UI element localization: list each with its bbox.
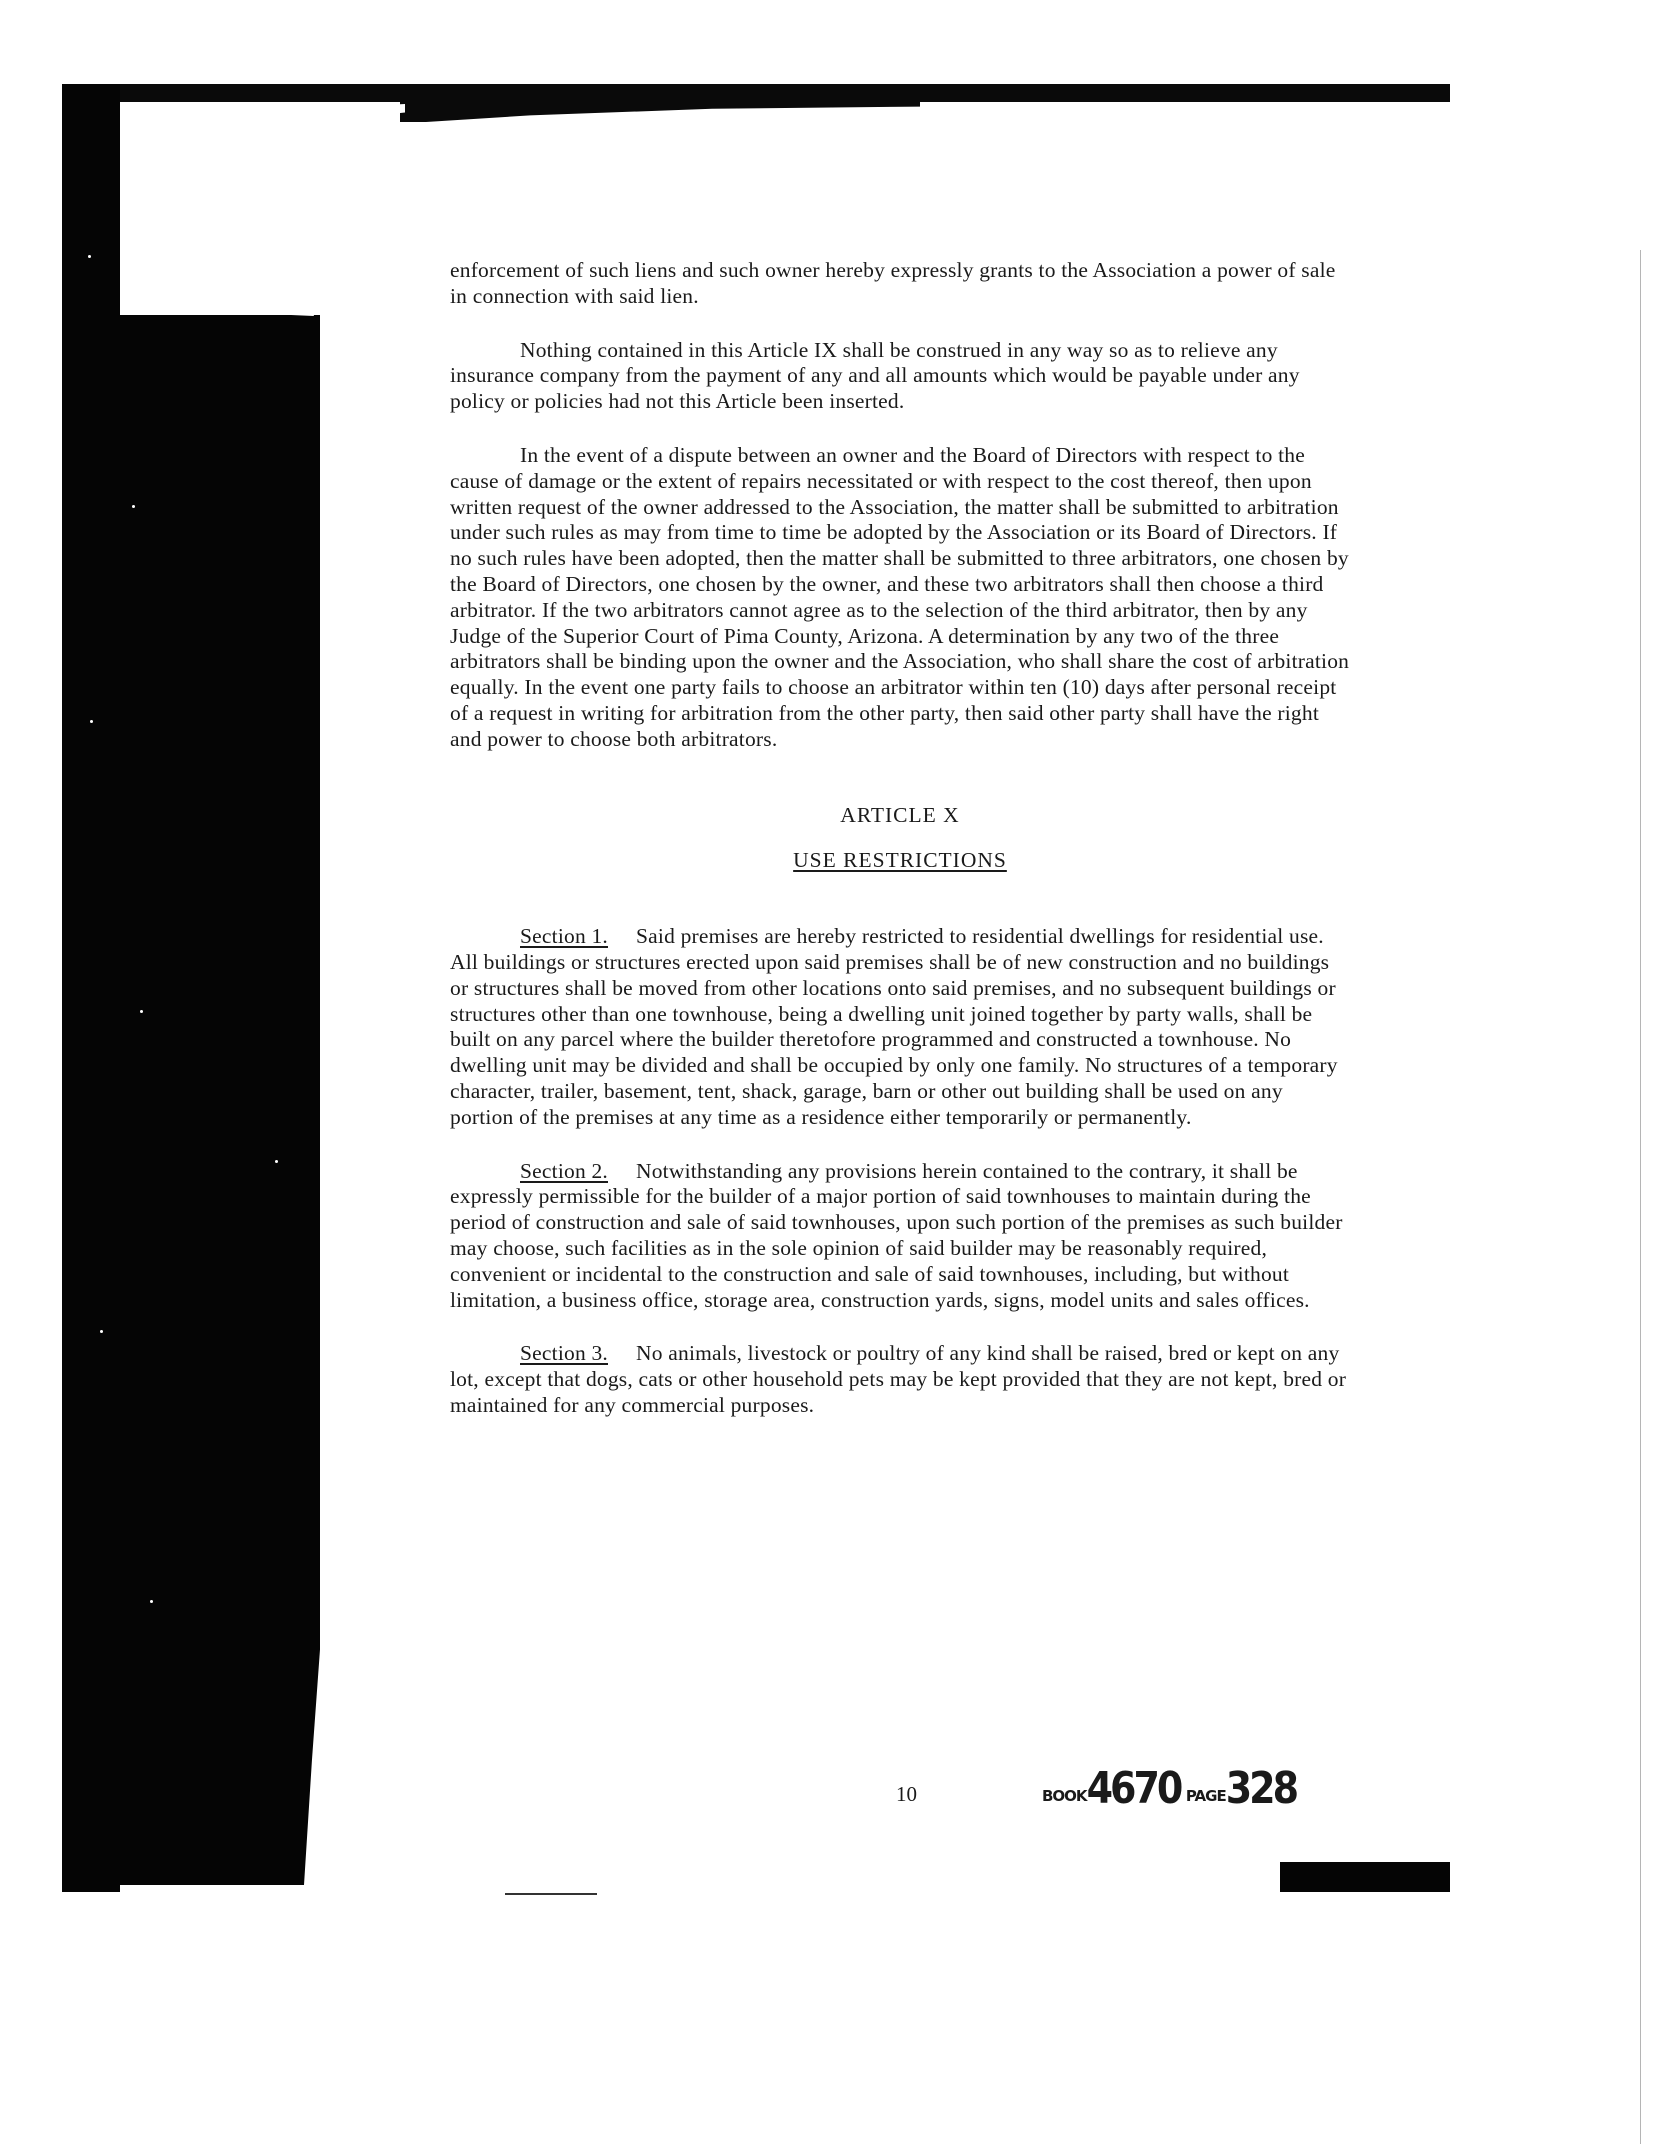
scan-speck (90, 720, 93, 723)
section-3 (450, 1341, 1350, 1418)
scan-border-top (62, 84, 1450, 102)
scan-speck (100, 1330, 103, 1333)
section-2 (450, 1159, 1350, 1314)
section-3-text: No animals, livestock or poultry of any kind shall be raised, bred or kept on any lot, except that dogs, cats or other household pets may be kept provided that they are not kept, bred or maintained for any commercial purposes. (450, 1341, 1347, 1417)
article-title: ARTICLE X (840, 802, 960, 827)
book-page-stamp (1042, 1762, 1297, 1814)
scan-speck (150, 1600, 153, 1603)
paragraph-insurance: Nothing contained in this Article IX shall be construed in any way so as to relieve any insurance company from the payment of any and all amounts which would be payable under any policy or policies had not this Article been inserted. (450, 337, 1300, 414)
section-2-text: Notwithstanding any provisions herein contained to the contrary, it shall be expressly permissible for the builder of a major portion of said townhouses to maintain during the period of construction and sale of said townhouses, upon such portion of the premises as such builder may choose, such facilities as in the sole opinion of said builder may be reasonably required, convenient or incidental to the construction and sale of said townhouses, including, but without limitation, a business office, storage area, construction yards, signs, model units and sales offices. (450, 1158, 1343, 1312)
section-1 (450, 924, 1350, 1130)
article-subtitle-wrap (450, 848, 1350, 874)
scan-shadow-left (120, 315, 320, 1885)
scan-edge-right (1640, 250, 1641, 2144)
scan-shadow-top (400, 100, 920, 122)
scan-speck (140, 1010, 143, 1013)
section-1-text: Said premises are hereby restricted to residential dwellings for residential use. All buildings or structures erected upon said premises shall be of new construction and no buildings or structures shall be moved from other locations onto said premises, and no subsequent buildings or structures other than one townhouse, being a dwelling unit joined together by party walls, shall be built on any parcel where the builder theretofore programmed and constructed a townhouse. No dwelling unit may be divided and shall be occupied by only one family. No structures of a temporary character, trailer, basement, tent, shack, garage, barn or other out building shall be used on any portion of the premises at any time as a residence either temporarily or permanently. (450, 924, 1338, 1129)
scan-speck (88, 255, 91, 258)
scan-speck (275, 1160, 278, 1163)
book-label: BOOK (1042, 1787, 1087, 1805)
scan-page-corner (120, 104, 405, 316)
section-3-label: Section 3. (520, 1341, 608, 1366)
page-ref: 328 (1225, 1762, 1297, 1814)
section-2-label: Section 2. (520, 1158, 608, 1183)
document-body (450, 258, 1350, 1419)
book-number: 4670 (1086, 1762, 1181, 1814)
scan-speck (132, 505, 135, 508)
paragraph-arbitration: In the event of a dispute between an owner and the Board of Directors with respect to the cause of damage or the extent of repairs necessitated or with respect to the cost thereof, then upon written request of the owner addressed to the Association, the matter shall be submitted to arbitration under such rules as may from time to time be adopted by the Association or its Board of Directors. If no such rules have been adopted, then the matter shall be submitted to three arbitrators, one chosen by the Board of Directors, one chosen by the owner, and these two arbitrators shall then choose a third arbitrator. If the two arbitrators cannot agree as to the selection of the third arbitrator, then by any Judge of the Superior Court of Pima County, Arizona. A determination by any two of the three arbitrators shall be binding upon the owner and the Association, who shall share the cost of arbitration equally. In the event one party fails to choose an arbitrator within ten (10) days after personal receipt of a request in writing for arbitration from the other party, then said other party shall have the right and power to choose both arbitrators. (450, 442, 1350, 751)
page-label: PAGE (1185, 1787, 1226, 1805)
article-subtitle: USE RESTRICTIONS (793, 848, 1007, 873)
scan-border-bottom-right (1280, 1862, 1450, 1892)
paragraph-lien: enforcement of such liens and such owner hereby expressly grants to the Association a power of sale in connection with said lien. (450, 258, 1336, 308)
scan-line-bottom (505, 1893, 597, 1895)
page-number: 10 (896, 1782, 917, 1806)
section-1-label: Section 1. (520, 924, 608, 949)
scan-border-left (62, 84, 120, 1892)
